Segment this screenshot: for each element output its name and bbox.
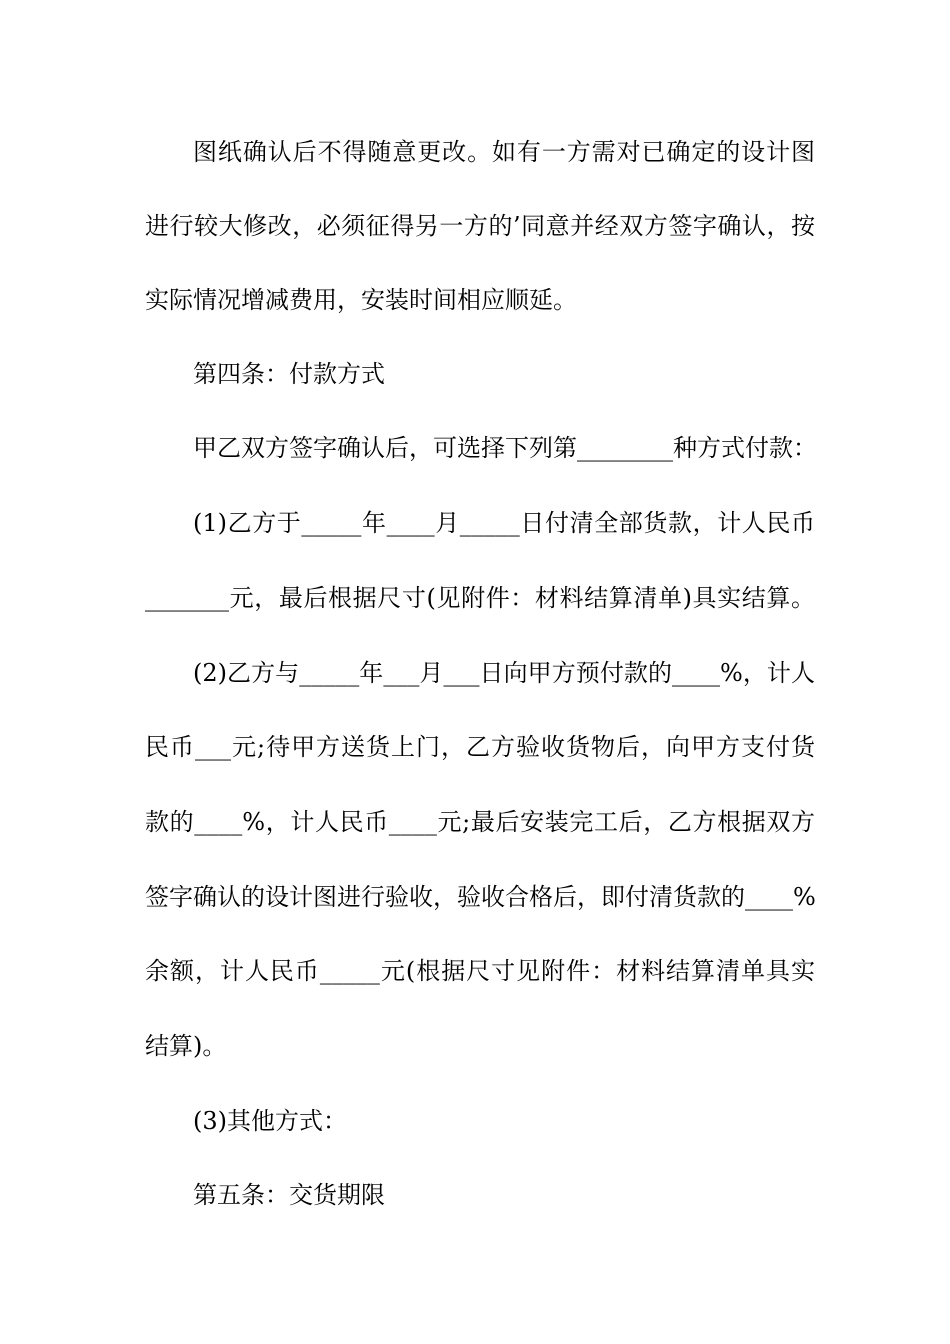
payment-option-2-line-2: 民币___元;待甲方送货上门，乙方验收货物后，向甲方支付货 — [145, 733, 815, 761]
paragraph-line-1: 图纸确认后不得随意更改。如有一方需对已确定的设计图 — [193, 138, 815, 166]
payment-option-1-line-2: _______元，最后根据尺寸(见附件：材料结算清单)具实结算。 — [145, 584, 815, 612]
payment-option-2-line-6: 结算)。 — [145, 1032, 227, 1060]
payment-option-2-line-3: 款的____%，计人民币____元;最后安装完工后，乙方根据双方 — [145, 808, 815, 836]
paragraph-line-3: 实际情况增减费用，安装时间相应顺延。 — [145, 286, 577, 314]
paragraph-line-2: 进行较大修改，必须征得另一方的’同意并经双方签字确认，按 — [145, 212, 815, 240]
section-heading-article-5: 第五条：交货期限 — [193, 1181, 385, 1209]
payment-option-1-line-1: (1)乙方于_____年____月_____日付清全部货款，计人民币 — [193, 509, 815, 537]
section-heading-article-4: 第四条：付款方式 — [193, 360, 385, 388]
payment-option-2-line-4: 签字确认的设计图进行验收，验收合格后，即付清货款的____% — [145, 883, 816, 911]
payment-option-2-line-5: 余额，计人民币_____元(根据尺寸见附件：材料结算清单具实 — [145, 957, 815, 985]
payment-option-3: (3)其他方式： — [193, 1107, 347, 1135]
payment-choice-line: 甲乙双方签字确认后，可选择下列第________种方式付款： — [193, 434, 817, 462]
payment-option-2-line-1: (2)乙方与_____年___月___日向甲方预付款的____%，计人 — [193, 659, 815, 687]
